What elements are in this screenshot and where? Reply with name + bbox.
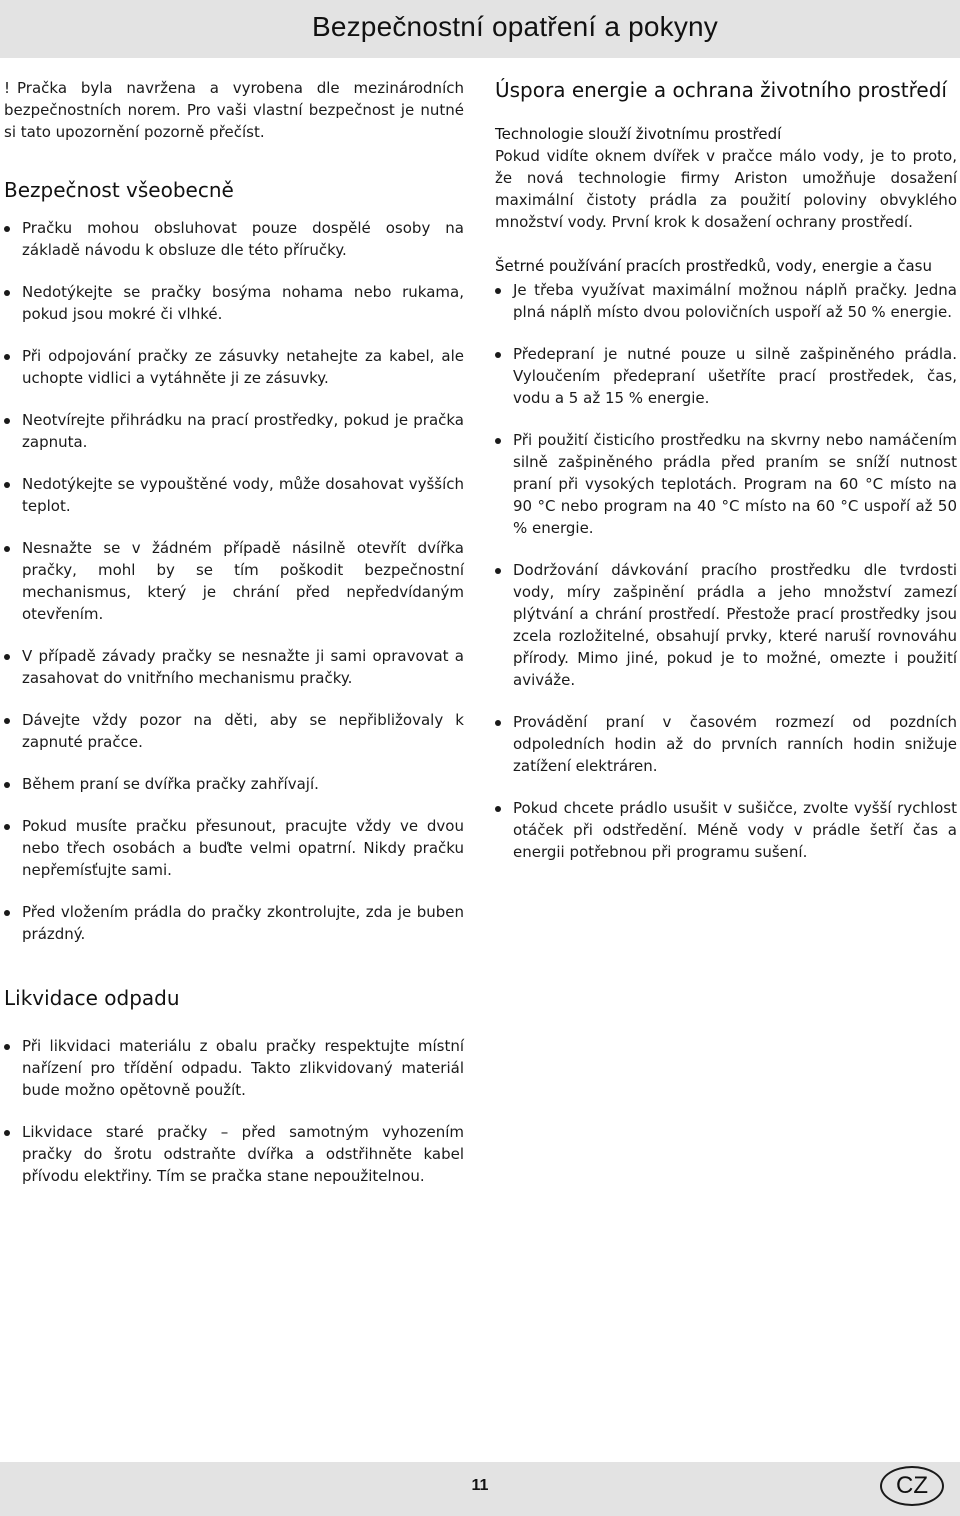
- list-item-text: Provádění praní v časovém rozmezí od pozdních odpoledních hodin až do prvních ranních hodin snižuje zatížení elektráren.: [513, 713, 957, 775]
- list-item-text: Dodržování dávkování pracího prostředku dle tvrdosti vody, míry zašpinění prádla a jeho množství zamezí plýtvání a chrání prostředí. Přestože prací prostředky jsou zcela rozložitelné, obsahují prvky, které naruší rovnováhu přírody. Mimo jiné, pokud je to možné, omezte i použití aviváže.: [513, 561, 957, 689]
- list-item: [495, 279, 957, 323]
- technology-paragraph: Pokud vidíte oknem dvířek v pračce málo vody, je to proto, že nová technologie firmy Ariston umožňuje dosažení maximální čistoty prádla za použití poloviny obvyklého množství vody. První krok k dosažení ochrany prostředí.: [495, 147, 957, 231]
- list-item-text: Předepraní je nutné pouze u silně zašpiněného prádla. Vyloučením předepraní ušetříte prací prostředek, čas, vodu a 5 až 15 % energie.: [513, 345, 957, 407]
- bullet-icon: [4, 910, 10, 916]
- list-item: [4, 409, 464, 453]
- list-item: [4, 1035, 464, 1101]
- list-item-text: Při likvidaci materiálu z obalu pračky respektujte místní nařízení pro třídění odpadu. Takto zlikvidovaný materiál bude možno opětovně použít.: [22, 1037, 464, 1099]
- list-item: [495, 429, 957, 539]
- list-item-text: Pokud musíte pračku přesunout, pracujte vždy ve dvou nebo třech osobách a buďte velmi opatrní. Nikdy pračku nepřemísťujte sami.: [22, 817, 464, 879]
- list-item: [4, 901, 464, 945]
- warning-marker: !: [4, 79, 11, 97]
- bullet-icon: [4, 354, 10, 360]
- list-item-text: Pokud chcete prádlo usušit v sušičce, zvolte vyšší rychlost otáček při odstředění. Méně vody v prádle šetří čas a energii potřebnou při programu sušení.: [513, 799, 957, 861]
- left-column: [4, 77, 464, 945]
- list-item: [4, 773, 464, 795]
- bullet-icon: [4, 718, 10, 724]
- bullet-icon: [4, 1130, 10, 1136]
- general-safety-list: [4, 217, 464, 945]
- bullet-icon: [495, 352, 501, 358]
- disposal-list: [4, 1035, 464, 1187]
- list-item-text: Dávejte vždy pozor na děti, aby se nepřibližovaly k zapnuté pračce.: [22, 711, 464, 751]
- list-item: [495, 711, 957, 777]
- energy-heading: Úspora energie a ochrana životního prostředí: [495, 78, 947, 102]
- list-item: [4, 345, 464, 389]
- disposal-section: [4, 985, 464, 1187]
- list-item-text: Neotvírejte přihrádku na prací prostředky, pokud je pračka zapnuta.: [22, 411, 464, 451]
- saving-subheading: Šetrné používání pracích prostředků, vody, energie a času: [495, 257, 932, 275]
- saving-list: [495, 279, 957, 863]
- list-item: [4, 1121, 464, 1187]
- list-item: [495, 343, 957, 409]
- bullet-icon: [4, 824, 10, 830]
- bullet-icon: [495, 438, 501, 444]
- list-item-text: Nedotýkejte se pračky bosýma nohama nebo rukama, pokud jsou mokré či vlhké.: [22, 283, 464, 323]
- list-item-text: V případě závady pračky se nesnažte ji sami opravovat a zasahovat do vnitřního mechanismu pračky.: [22, 647, 464, 687]
- disposal-heading: Likvidace odpadu: [4, 986, 180, 1010]
- list-item: [4, 709, 464, 753]
- bullet-icon: [4, 546, 10, 552]
- list-item: [4, 473, 464, 517]
- list-item: [495, 797, 957, 863]
- list-item-text: Před vložením prádla do pračky zkontrolujte, zda je buben prázdný.: [22, 903, 464, 943]
- bullet-icon: [4, 1044, 10, 1050]
- language-badge: [880, 1466, 944, 1506]
- intro-paragraph: [4, 77, 464, 143]
- list-item-text: Je třeba využívat maximální možnou náplň pračky. Jedna plná náplň místo dvou polovičních uspoří až 50 % energie.: [513, 281, 957, 321]
- bullet-icon: [495, 288, 501, 294]
- right-column: [495, 77, 957, 863]
- list-item-text: Nesnažte se v žádném případě násilně otevřít dvířka pračky, mohl by se tím poškodit bezpečnostní mechanismus, který je chrání před nepředvídaným otevřením.: [22, 539, 464, 623]
- bullet-icon: [495, 806, 501, 812]
- list-item: [4, 281, 464, 325]
- list-item-text: Nedotýkejte se vypouštěné vody, může dosahovat vyšších teplot.: [22, 475, 464, 515]
- list-item-text: Likvidace staré pračky – před samotným vyhozením pračky do šrotu odstraňte dvířka a odstřihněte kabel přívodu elektřiny. Tím se pračka stane nepoužitelnou.: [22, 1123, 464, 1185]
- technology-subheading: Technologie slouží životnímu prostředí: [495, 125, 782, 143]
- bullet-icon: [4, 290, 10, 296]
- bullet-icon: [4, 654, 10, 660]
- list-item: [4, 815, 464, 881]
- language-badge-label: CZ: [896, 1472, 928, 1499]
- list-item-text: Při použití čisticího prostředku na skvrny nebo namáčením silně zašpiněného prádla před praním se sníží nutnost praní při vysokých teplotách. Program na 60 °C místo na 90 °C nebo program na 40 °C místo na 60 °C uspoří až 50 % energie.: [513, 431, 957, 537]
- intro-text: Pračka byla navržena a vyrobena dle mezinárodních bezpečnostních norem. Pro vaši vlastní bezpečnost je nutné si tato upozornění pozorně přečíst.: [4, 79, 464, 141]
- bullet-icon: [4, 482, 10, 488]
- general-safety-heading: Bezpečnost všeobecně: [4, 178, 234, 202]
- bullet-icon: [495, 720, 501, 726]
- bullet-icon: [495, 568, 501, 574]
- list-item: [4, 537, 464, 625]
- header-bar: [0, 0, 960, 58]
- list-item-text: Při odpojování pračky ze zásuvky netahejte za kabel, ale uchopte vidlici a vytáhněte ji ze zásuvky.: [22, 347, 464, 387]
- bullet-icon: [4, 418, 10, 424]
- bullet-icon: [4, 782, 10, 788]
- list-item-text: Během praní se dvířka pračky zahřívají.: [22, 775, 319, 793]
- list-item: [495, 559, 957, 691]
- page-number: 11: [471, 1477, 489, 1494]
- list-item-text: Pračku mohou obsluhovat pouze dospělé osoby na základě návodu k obsluze dle této příručky.: [22, 219, 464, 259]
- bullet-icon: [4, 226, 10, 232]
- list-item: [4, 217, 464, 261]
- page-title: Bezpečnostní opatření a pokyny: [311, 11, 718, 42]
- list-item: [4, 645, 464, 689]
